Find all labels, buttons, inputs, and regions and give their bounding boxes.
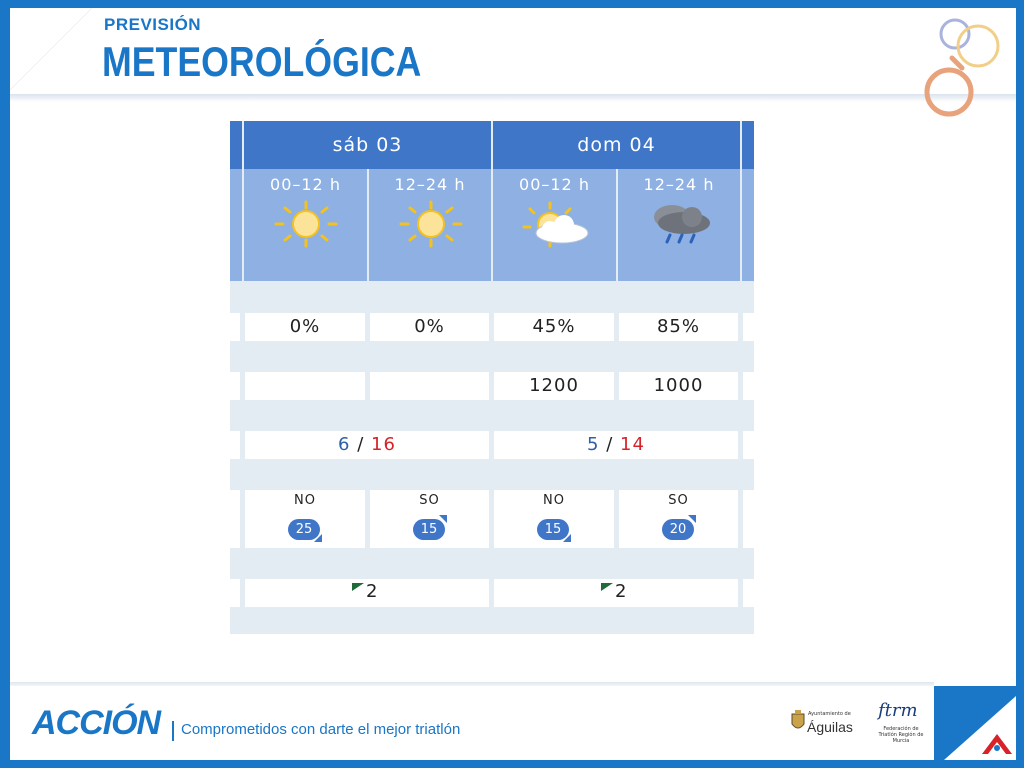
- day-header-sun: dom 04: [577, 134, 656, 156]
- rain-cloud-icon: [640, 199, 720, 249]
- wind-arrow-icon: [439, 515, 447, 523]
- wind-arrow-icon: [688, 515, 696, 523]
- uv-flag-icon: [601, 583, 613, 591]
- period-label: 12–24 h: [643, 175, 715, 194]
- temperature-cell: [494, 431, 738, 459]
- temp-separator: /: [606, 434, 614, 455]
- period-label: 00–12 h: [270, 175, 341, 194]
- wind-direction: SO: [419, 493, 440, 508]
- snow-level-cell: [245, 372, 365, 400]
- period-label: 00–12 h: [519, 175, 590, 194]
- snow-level-cell: 1200: [494, 372, 614, 400]
- sun-icon: [270, 199, 342, 249]
- precip-probability-cell: 85%: [619, 313, 738, 341]
- weather-forecast-table: [230, 121, 754, 634]
- uv-index-value: 2: [366, 581, 378, 602]
- snow-level-cell: [370, 372, 489, 400]
- temp-max: 16: [371, 434, 396, 455]
- footer-tagline: Comprometidos con darte el mejor triatlón: [181, 721, 461, 738]
- precip-probability-cell: 45%: [494, 313, 614, 341]
- temp-min: 5: [587, 434, 600, 455]
- day-header-sat: sáb 03: [332, 134, 403, 156]
- wind-direction: SO: [668, 493, 689, 508]
- rings-logo-icon: [918, 14, 1008, 122]
- wind-direction: NO: [543, 493, 565, 508]
- period-label: 12–24 h: [394, 175, 466, 194]
- snow-level-cell: 1000: [619, 372, 738, 400]
- coat-of-arms-icon: [790, 710, 806, 734]
- event-logo-icon: [980, 728, 1014, 756]
- accion-logo: ACCIÓN: [32, 704, 161, 742]
- temp-separator: /: [357, 434, 365, 455]
- tagline-divider: [172, 721, 174, 741]
- partly-cloudy-icon: [516, 199, 596, 249]
- temperature-cell: [245, 431, 489, 459]
- temp-max: 14: [620, 434, 645, 455]
- partner-aguilas-caption: Ayuntamiento de: [808, 711, 851, 717]
- partner-ftrm-logo: ftrm: [878, 700, 918, 721]
- slide-subtitle: PREVISIÓN: [104, 15, 202, 34]
- precip-probability-cell: 0%: [370, 313, 489, 341]
- wind-arrow-icon: [314, 534, 322, 542]
- slide-title: METEOROLÓGICA: [102, 38, 422, 85]
- wind-speed-badge: 25: [288, 519, 320, 540]
- temp-min: 6: [338, 434, 351, 455]
- wind-arrow-icon: [563, 534, 571, 542]
- partner-aguilas-name: Águilas: [807, 719, 853, 735]
- wind-speed-badge: 15: [413, 519, 445, 540]
- uv-flag-icon: [352, 583, 364, 591]
- header-divider: [10, 94, 1016, 102]
- precip-probability-cell: 0%: [245, 313, 365, 341]
- sun-icon: [395, 199, 467, 249]
- wind-direction: NO: [294, 493, 316, 508]
- partner-ftrm-caption: Federación de Triatlón Región de Murcia: [878, 726, 924, 744]
- uv-index-value: 2: [615, 581, 627, 602]
- wind-speed-badge: 20: [662, 519, 694, 540]
- wind-speed-badge: 15: [537, 519, 569, 540]
